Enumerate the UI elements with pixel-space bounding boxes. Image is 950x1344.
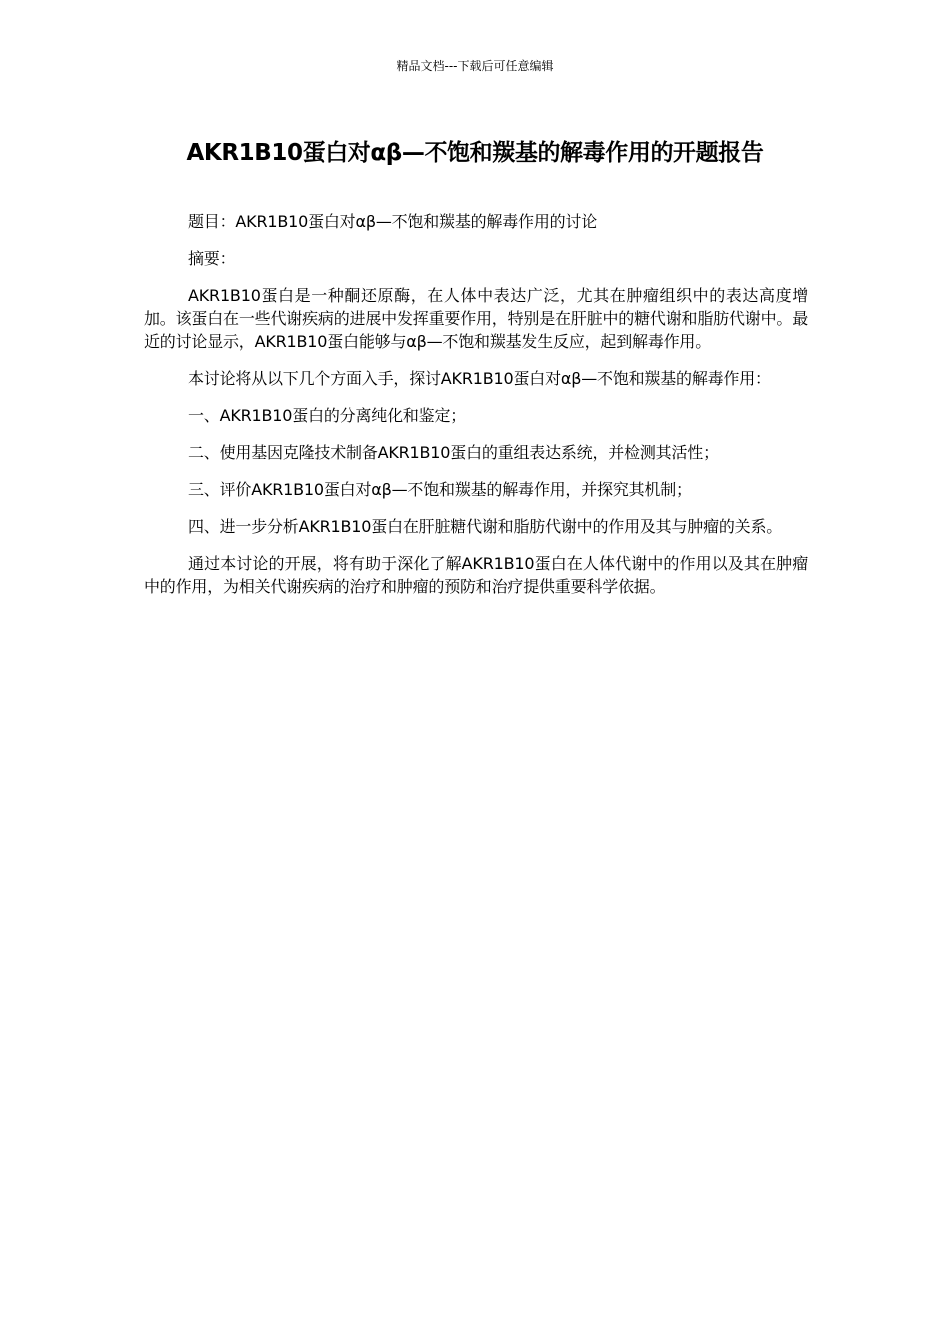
document-title: AKR1B10蛋白对αβ—不饱和羰基的解毒作用的开题报告 <box>186 140 764 166</box>
topic-paragraph: 题目：AKR1B10蛋白对αβ—不饱和羰基的解毒作用的讨论 <box>188 212 598 231</box>
aim-item-4: 四、进一步分析AKR1B10蛋白在肝脏糖代谢和脂肪代谢中的作用及其与肿瘤的关系。 <box>188 517 783 536</box>
conclusion-paragraph: 通过本讨论的开展，将有助于深化了解AKR1B10蛋白在人体代谢中的作用以及其在肿瘤中的作用，为相关代谢疾病的治疗和肿瘤的预防和治疗提供重要科学依据。 <box>144 554 808 596</box>
aim-item-2: 二、使用基因克隆技术制备AKR1B10蛋白的重组表达系统，并检测其活性； <box>188 443 719 462</box>
abstract-heading: 摘要： <box>188 249 236 268</box>
aim-item-1: 一、AKR1B10蛋白的分离纯化和鉴定； <box>188 406 467 425</box>
header-note: 精品文档---下载后可任意编辑 <box>396 59 554 73</box>
aim-item-3: 三、评价AKR1B10蛋白对αβ—不饱和羰基的解毒作用，并探究其机制； <box>188 480 692 499</box>
document-body <box>144 210 808 612</box>
aims-paragraph: 本讨论将从以下几个方面入手，探讨AKR1B10蛋白对αβ—不饱和羰基的解毒作用： <box>188 369 771 388</box>
intro-paragraph: AKR1B10蛋白是一种酮还原酶，在人体中表达广泛，尤其在肿瘤组织中的表达高度增加。该蛋白在一些代谢疾病的进展中发挥重要作用，特别是在肝脏中的糖代谢和脂肪代谢中。最近的讨论显示，AKR1B10蛋白能够与αβ—不饱和羰基发生反应，起到解毒作用。 <box>144 286 808 351</box>
